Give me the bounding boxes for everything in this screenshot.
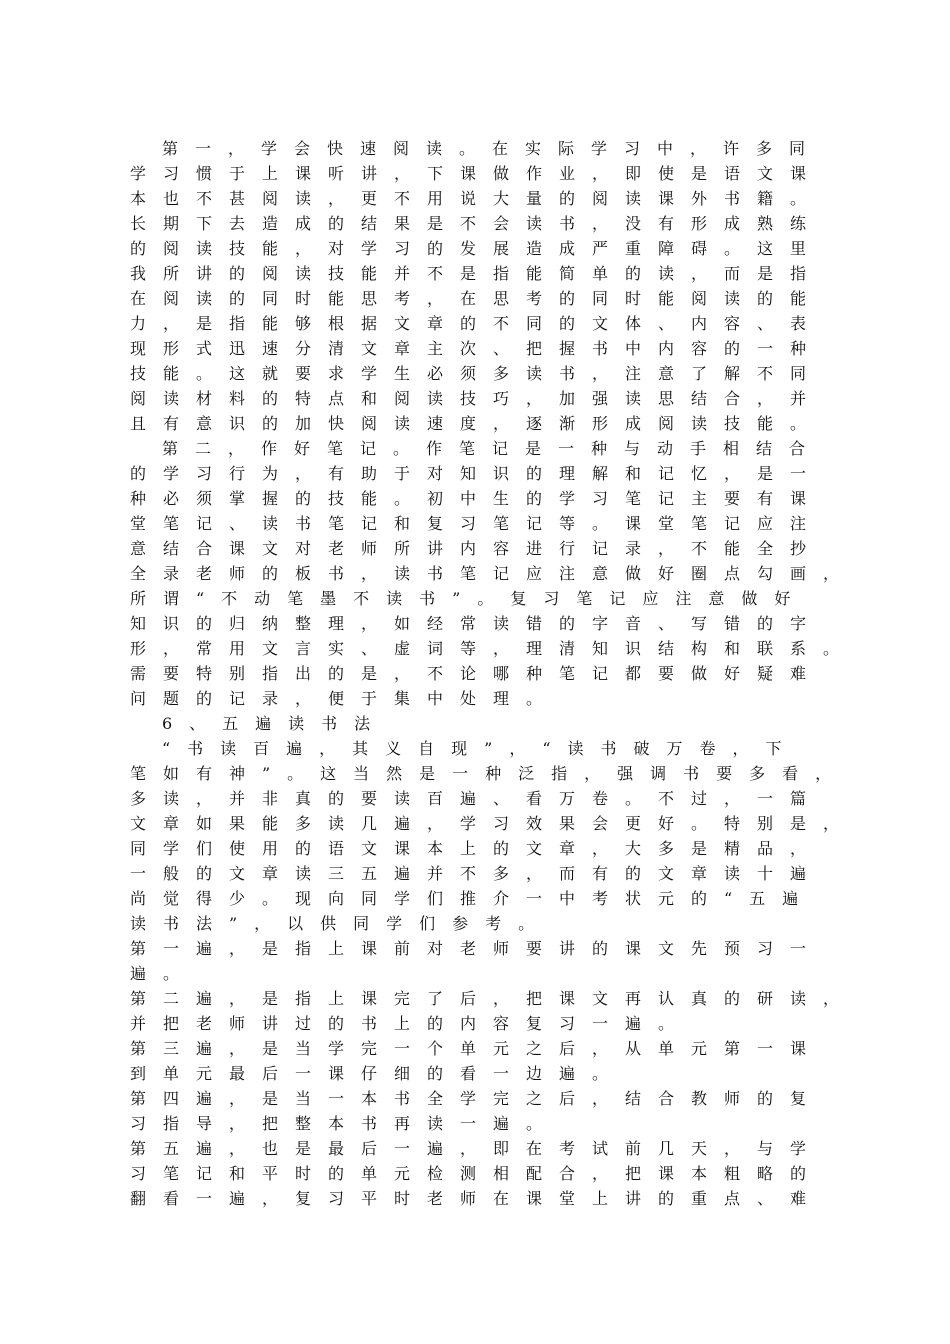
paragraph-line: 第一遍，是指上课前对老师要讲的课文先预习一: [130, 939, 824, 958]
paragraph-line: 翻看一遍，复习平时老师在课堂上讲的重点、难: [130, 1189, 824, 1208]
paragraph-line: 并把老师讲过的书上的内容复习一遍。: [130, 1014, 692, 1033]
paragraph-line: 第一，学会快速阅读。在实际学习中，许多同: [162, 139, 823, 158]
paragraph-line: 第三遍，是当学完一个单元之后，从单元第一课: [130, 1039, 824, 1058]
paragraph-line: 习笔记和平时的单元检测相配合，把课本粗略的: [130, 1164, 824, 1183]
paragraph-line: 需要特别指出的是，不论哪种笔记都要做好疑难: [130, 664, 824, 683]
paragraph-line: 同学们使用的语文课本上的文章，大多是精品，: [130, 839, 824, 858]
paragraph-line: 现形式迅速分清文章主次、把握书中内容的一种: [130, 339, 824, 358]
paragraph-line: 第二，作好笔记。作笔记是一种与动手相结合: [162, 439, 823, 458]
paragraph-line: 文章如果能多读几遍，学习效果会更好。特别是，: [130, 814, 857, 833]
paragraph-line: 到单元最后一课仔细的看一边遍。: [130, 1064, 626, 1083]
paragraph-line: 所谓“不动笔墨不读书”。复习笔记应注意做好: [130, 589, 808, 608]
paragraph-line: 形，常用文言实、虚词等，理清知识结构和联系。: [130, 639, 857, 658]
paragraph-line: 第二遍，是指上课完了后，把课文再认真的研读，: [130, 989, 857, 1008]
paragraph-line: “书读百遍，其义自现”，“读书破万卷，下: [162, 739, 799, 758]
paragraph-line: 读书法”，以供同学们参考。: [130, 914, 552, 933]
paragraph-line: 种必须掌握的技能。初中生的学习笔记主要有课: [130, 489, 824, 508]
paragraph-line: 第四遍，是当一本书全学完之后，结合教师的复: [130, 1089, 824, 1108]
paragraph-line: 力，是指能够根据文章的不同的文体、内容、表: [130, 314, 824, 333]
paragraph-line: 意结合课文对老师所讲内容进行记录，不能全抄: [130, 539, 824, 558]
paragraph-line: 尚觉得少。现向同学们推介一中考状元的“五遍: [130, 889, 816, 908]
paragraph-line: 学习惯于上课听讲，下课做作业，即使是语文课: [130, 164, 824, 183]
paragraph-line: 全录老师的板书，读书笔记应注意做好圈点勾画，: [130, 564, 857, 583]
paragraph-line: 知识的归纳整理，如经常读错的字音、写错的字: [130, 614, 824, 633]
paragraph-line: 堂笔记、读书笔记和复习笔记等。课堂笔记应注: [130, 514, 824, 533]
paragraph-line: 在阅读的同时能思考，在思考的同时能阅读的能: [130, 289, 824, 308]
paragraph-line: 阅读材料的特点和阅读技巧，加强读思结合，并: [130, 389, 824, 408]
paragraph-line: 长期下去造成的结果是不会读书，没有形成熟练: [130, 214, 824, 233]
paragraph-line: 的学习行为，有助于对知识的理解和记忆，是一: [130, 464, 824, 483]
paragraph-line: 多读，并非真的要读百遍、看万卷。不过，一篇: [130, 789, 824, 808]
paragraph-line: 问题的记录，便于集中处理。: [130, 689, 560, 708]
section-heading: 6、五遍读书法: [162, 714, 388, 733]
paragraph-line: 遍。: [130, 964, 197, 983]
body-text: [130, 136, 857, 1211]
paragraph-line: 我所讲的阅读技能并不是指能简单的读，而是指: [130, 264, 824, 283]
paragraph-line: 习指导，把整本书再读一遍。: [130, 1114, 560, 1133]
paragraph-line: 笔如有神”。这当然是一种泛指，强调书要多看，: [130, 764, 849, 783]
paragraph-line: 技能。这就要求学生必须多读书，注意了解不同: [130, 364, 824, 383]
paragraph-line: 第五遍，也是最后一遍，即在考试前几天，与学: [130, 1139, 824, 1158]
paragraph-line: 一般的文章读三五遍并不多，而有的文章读十遍: [130, 864, 824, 883]
paragraph-line: 本也不甚阅读，更不用说大量的阅读课外书籍。: [130, 189, 824, 208]
paragraph-line: 且有意识的加快阅读速度，逐渐形成阅读技能。: [130, 414, 824, 433]
paragraph-line: 的阅读技能，对学习的发展造成严重障碍。这里: [130, 239, 824, 258]
